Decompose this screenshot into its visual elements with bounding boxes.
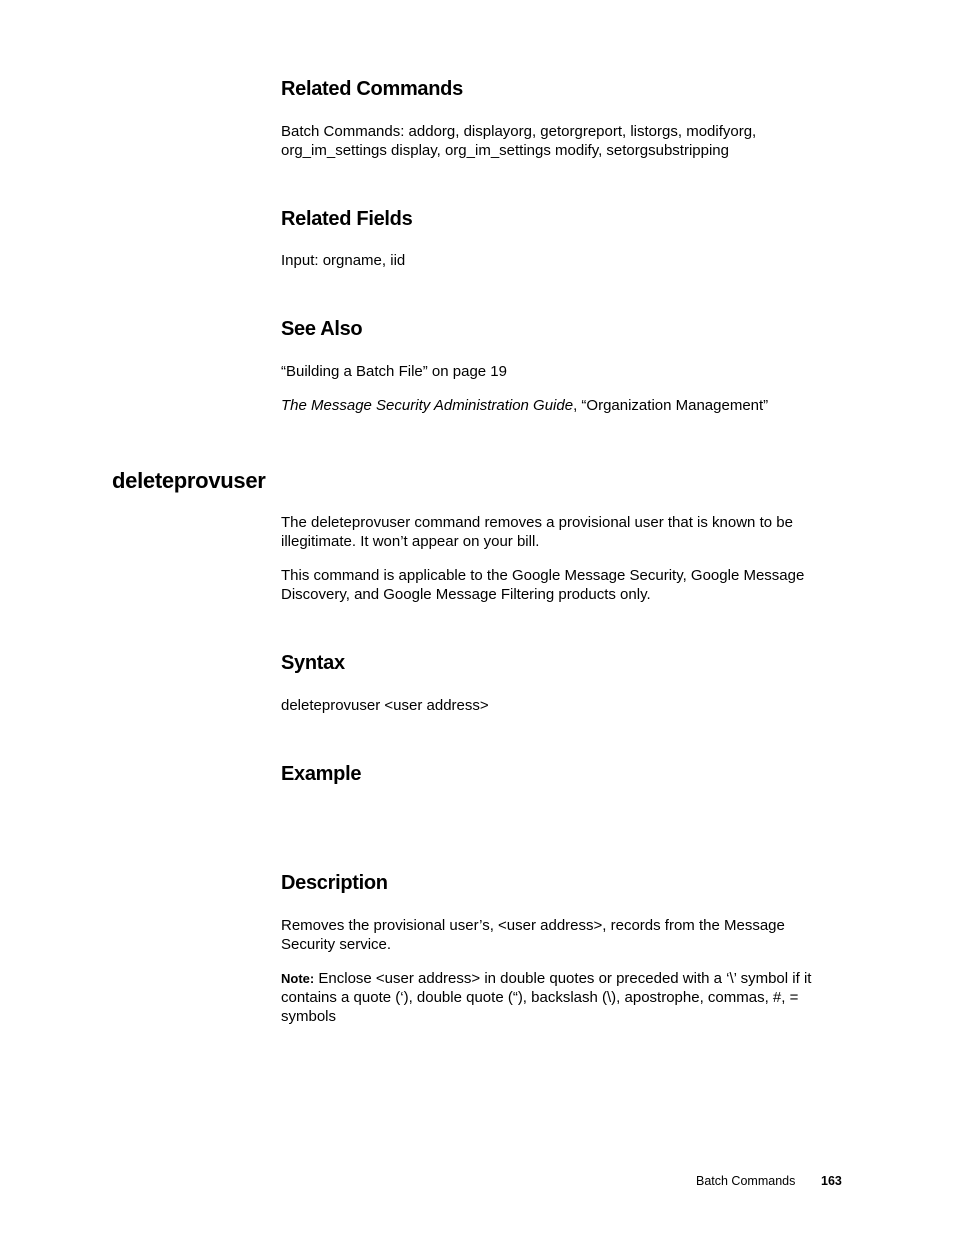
guide-chapter: , “Organization Management” — [573, 397, 769, 414]
related-commands-text — [281, 122, 851, 160]
example-heading: Example — [281, 763, 362, 785]
description-line-2: Security service. — [281, 936, 392, 953]
deleteprovuser-intro-line-1: The deleteprovuser command removes a provisional user that is known to be — [281, 514, 793, 531]
related-commands-line-1: Batch Commands: addorg, displayorg, getorgreport, listorgs, modifyorg, — [281, 123, 757, 140]
see-also-link-building-batch-file[interactable]: “Building a Batch File” on page 19 — [281, 363, 507, 380]
description-note — [281, 969, 851, 1026]
deleteprovuser-heading: deleteprovuser — [112, 468, 266, 493]
description-heading: Description — [281, 872, 388, 894]
deleteprovuser-scope-line-2: Discovery, and Google Message Filtering products only. — [281, 586, 651, 603]
see-also-guide-reference[interactable] — [281, 396, 851, 415]
deleteprovuser-intro-line-2: illegitimate. It won’t appear on your bill. — [281, 533, 540, 550]
deleteprovuser-intro — [281, 513, 851, 551]
deleteprovuser-scope — [281, 566, 851, 604]
deleteprovuser-scope-line-1: This command is applicable to the Google Message Security, Google Message — [281, 567, 805, 584]
related-commands-heading: Related Commands — [281, 78, 463, 100]
related-commands-line-2: org_im_settings display, org_im_settings modify, setorgsubstripping — [281, 142, 729, 159]
footer-section-title: Batch Commands — [696, 1174, 796, 1188]
description-line-1: Removes the provisional user’s, <user address>, records from the Message — [281, 917, 785, 934]
note-line-1-text: Enclose <user address> in double quotes or preceded with a ‘\’ symbol if it — [314, 970, 812, 987]
footer-page-number: 163 — [821, 1174, 842, 1188]
syntax-text: deleteprovuser <user address> — [281, 697, 489, 714]
related-fields-heading: Related Fields — [281, 208, 413, 230]
note-line-2: contains a quote (‘), double quote (“), backslash (\), apostrophe, commas, #, = — [281, 989, 799, 1006]
note-label: Note: — [281, 971, 315, 986]
note-line-1 — [281, 969, 851, 988]
syntax-heading: Syntax — [281, 652, 345, 674]
see-also-heading: See Also — [281, 318, 363, 340]
note-line-3: symbols — [281, 1008, 337, 1025]
description-text — [281, 916, 851, 954]
guide-title: The Message Security Administration Guide — [281, 397, 574, 414]
related-fields-text: Input: orgname, iid — [281, 252, 406, 269]
